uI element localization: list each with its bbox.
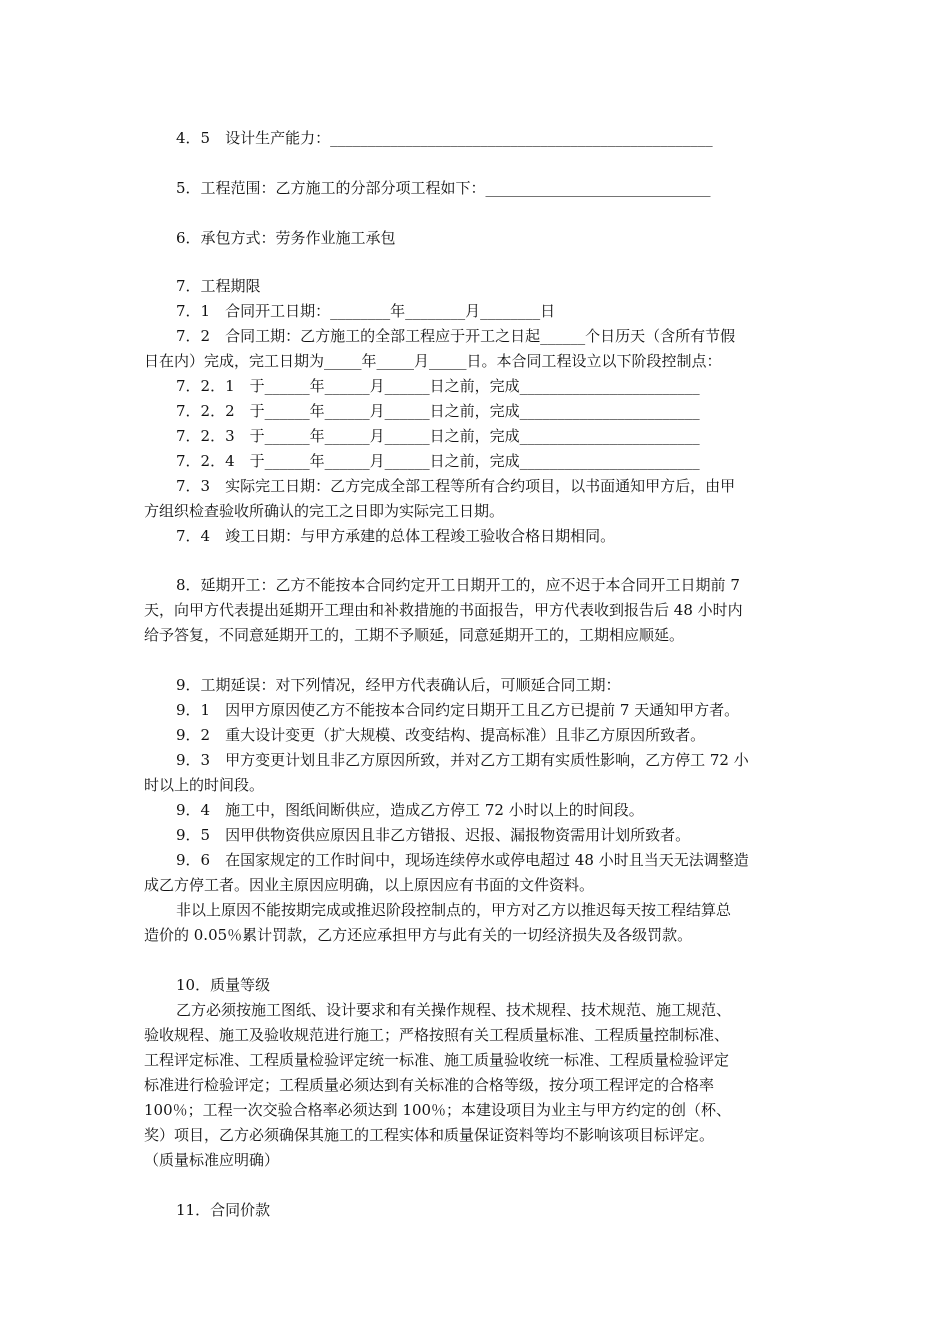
clause-7-2-3: 7．2．3 于______年______月______日之前，完成________________________ bbox=[176, 427, 700, 445]
clause-10-line-4: 标准进行检验评定；工程质量必须达到有关标准的合格等级，按分项工程评定的合格率 bbox=[144, 1076, 715, 1094]
clause-9-heading: 9．工期延误：对下列情况，经甲方代表确认后，可顺延合同工期： bbox=[176, 676, 621, 694]
clause-7-heading: 7．工程期限 bbox=[176, 277, 261, 295]
clause-8-line-2: 天，向甲方代表提出延期开工理由和补救措施的书面报告，甲方代表收到报告后 48 小时内 bbox=[144, 601, 743, 619]
clause-10-line-5: 100％；工程一次交验合格率必须达到 100％；本建设项目为业主与甲方约定的创（杯、 bbox=[144, 1101, 732, 1119]
clause-9-3-line-1: 9．3 甲方变更计划且非乙方原因所致，并对乙方工期有实质性影响，乙方停工 72 小 bbox=[176, 751, 749, 769]
clause-7-1: 7．1 合同开工日期：________年________月________日 bbox=[176, 302, 556, 320]
clause-8-line-1: 8．延期开工：乙方不能按本合同约定开工日期开工的，应不迟于本合同开工日期前 7 bbox=[176, 576, 740, 594]
clause-11-heading: 11．合同价款 bbox=[176, 1201, 271, 1219]
clause-7-2-line-1: 7．2 合同工期：乙方施工的全部工程应于开工之日起______个日历天（含所有节假 bbox=[176, 327, 736, 345]
clause-7-2-1: 7．2．1 于______年______月______日之前，完成________________________ bbox=[176, 377, 700, 395]
clause-6: 6．承包方式：劳务作业施工承包 bbox=[176, 229, 396, 247]
clause-10-line-2: 验收规程、施工及验收规范进行施工；严格按照有关工程质量标准、工程质量控制标准、 bbox=[144, 1026, 730, 1044]
clause-10-line-6: 奖）项目，乙方必须确保其施工的工程实体和质量保证资料等均不影响该项目标评定。 bbox=[144, 1126, 715, 1144]
clause-9-5: 9．5 因甲供物资供应原因且非乙方错报、迟报、漏报物资需用计划所致者。 bbox=[176, 826, 691, 844]
penalty-paragraph-line-1: 非以上原因不能按期完成或推迟阶段控制点的，甲方对乙方以推迟每天按工程结算总 bbox=[176, 901, 732, 919]
clause-10-heading: 10．质量等级 bbox=[176, 976, 271, 994]
clause-4-5: 4．5 设计生产能力：___________________________________________________ bbox=[176, 129, 713, 147]
clause-7-3-line-2: 方组织检查验收所确认的完工之日即为实际完工日期。 bbox=[144, 502, 505, 520]
clause-9-4: 9．4 施工中，图纸间断供应，造成乙方停工 72 小时以上的时间段。 bbox=[176, 801, 644, 819]
clause-7-2-line-2: 日在内）完成，完工日期为_____年_____月_____日。本合同工程设立以下阶段控制点： bbox=[144, 352, 722, 370]
clause-9-3-line-2: 时以上的时间段。 bbox=[144, 776, 265, 794]
clause-10-line-3: 工程评定标准、工程质量检验评定统一标准、施工质量验收统一标准、工程质量检验评定 bbox=[144, 1051, 730, 1069]
clause-5: 5．工程范围：乙方施工的分部分项工程如下：______________________________ bbox=[176, 179, 711, 197]
clause-10-note: （质量标准应明确） bbox=[144, 1151, 280, 1169]
clause-9-6-line-2: 成乙方停工者。因业主原因应明确，以上原因应有书面的文件资料。 bbox=[144, 876, 595, 894]
clause-7-3-line-1: 7．3 实际完工日期：乙方完成全部工程等所有合约项目，以书面通知甲方后，由甲 bbox=[176, 477, 736, 495]
clause-7-2-2: 7．2．2 于______年______月______日之前，完成________________________ bbox=[176, 402, 700, 420]
clause-7-2-4: 7．2．4 于______年______月______日之前，完成________________________ bbox=[176, 452, 700, 470]
clause-10-line-1: 乙方必须按施工图纸、设计要求和有关操作规程、技术规程、技术规范、施工规范、 bbox=[176, 1001, 732, 1019]
clause-9-6-line-1: 9．6 在国家规定的工作时间中，现场连续停水或停电超过 48 小时且当天无法调整造 bbox=[176, 851, 749, 869]
clause-7-4: 7．4 竣工日期：与甲方承建的总体工程竣工验收合格日期相同。 bbox=[176, 527, 616, 545]
clause-8-line-3: 给予答复，不同意延期开工的，工期不予顺延，同意延期开工的，工期相应顺延。 bbox=[144, 626, 685, 644]
penalty-paragraph-line-2: 造价的 0.05％累计罚款，乙方还应承担甲方与此有关的一切经济损失及各级罚款。 bbox=[144, 926, 693, 944]
clause-9-1: 9．1 因甲方原因使乙方不能按本合同约定日期开工且乙方已提前 7 天通知甲方者。 bbox=[176, 701, 740, 719]
clause-9-2: 9．2 重大设计变更（扩大规模、改变结构、提高标准）且非乙方原因所致者。 bbox=[176, 726, 706, 744]
